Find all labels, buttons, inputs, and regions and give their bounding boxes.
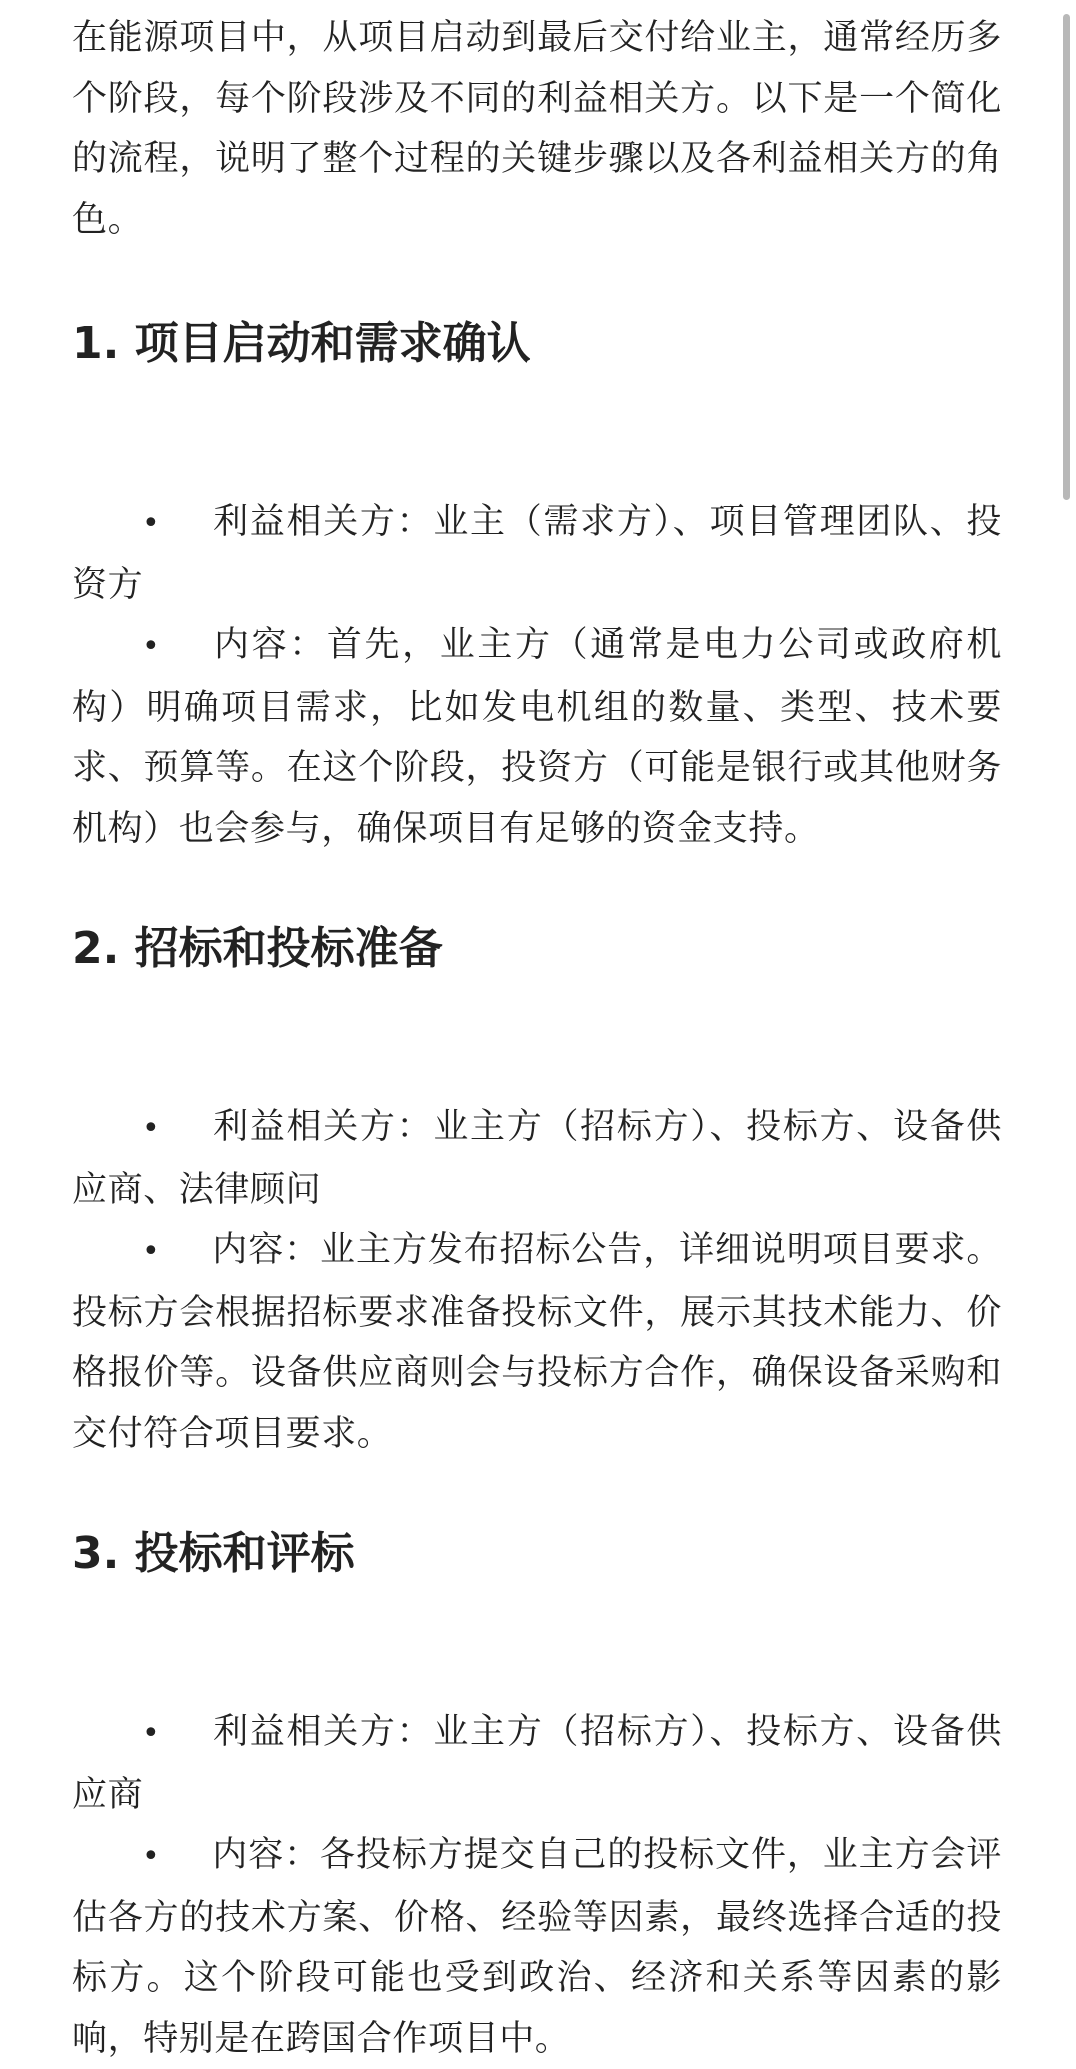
bullet-icon: • [142, 629, 161, 664]
section-heading: 1. 项目启动和需求确认 [72, 318, 531, 369]
item-text: 利益相关方：业主方（招标方）、投标方、设备供应商 [72, 1712, 1002, 1815]
bullet-icon: • [142, 1839, 161, 1874]
list-item-stakeholders [72, 1097, 1002, 1220]
list-item-content [72, 1825, 1002, 2069]
bullet-icon: • [142, 1234, 161, 1269]
item-text: 内容：各投标方提交自己的投标文件，业主方会评估各方的技术方案、价格、经验等因素，最终选择合适的投标方。这个阶段可能也受到政治、经济和关系等因素的影响，特别是在跨国合作项目中。 [72, 1835, 1002, 2059]
section-list [72, 1097, 1002, 1464]
section-heading: 2. 招标和投标准备 [72, 923, 443, 974]
item-text: 内容：首先，业主方（通常是电力公司或政府机构）明确项目需求，比如发电机组的数量、类型、技术要求、预算等。在这个阶段，投资方（可能是银行或其他财务机构）也会参与，确保项目有足够的资金支持。 [72, 625, 1002, 849]
item-text: 利益相关方：业主方（招标方）、投标方、设备供应商、法律顾问 [72, 1107, 1002, 1210]
section-1 [72, 314, 1002, 859]
list-item-content [72, 1220, 1002, 1464]
item-text: 利益相关方：业主（需求方）、项目管理团队、投资方 [72, 502, 1002, 605]
bullet-icon: • [142, 1716, 161, 1751]
vertical-scrollbar[interactable] [1063, 14, 1070, 500]
section-list [72, 492, 1002, 859]
bullet-icon: • [142, 506, 161, 541]
document-body [72, 8, 1002, 2069]
item-text: 内容：业主方发布招标公告，详细说明项目要求。投标方会根据招标要求准备投标文件，展示其技术能力、价格报价等。设备供应商则会与投标方合作，确保设备采购和交付符合项目要求。 [72, 1230, 1002, 1454]
list-item-stakeholders [72, 492, 1002, 615]
section-3 [72, 1524, 1002, 2069]
intro-paragraph: 在能源项目中，从项目启动到最后交付给业主，通常经历多个阶段，每个阶段涉及不同的利益相关方。以下是一个简化的流程，说明了整个过程的关键步骤以及各利益相关方的角色。 [72, 18, 1002, 240]
list-item-content [72, 615, 1002, 859]
section-heading: 3. 投标和评标 [72, 1528, 355, 1579]
section-list [72, 1702, 1002, 2069]
list-item-stakeholders [72, 1702, 1002, 1825]
bullet-icon: • [142, 1111, 161, 1146]
section-2 [72, 919, 1002, 1464]
